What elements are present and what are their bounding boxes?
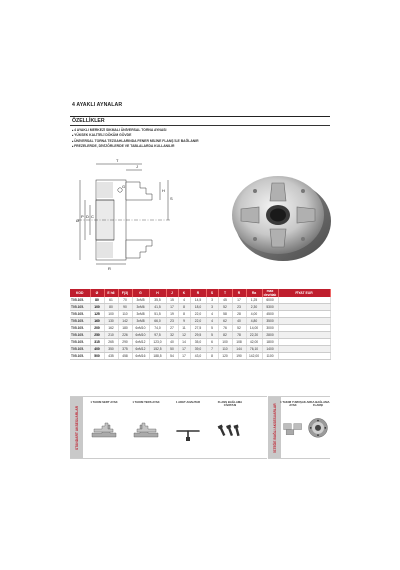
table-cell: 50 <box>166 346 178 353</box>
table-cell: 1100 <box>262 353 278 360</box>
table-cell: 41,5 <box>149 304 166 311</box>
accessory-back-flange <box>305 401 331 444</box>
table-cell: 43,0 <box>190 353 206 360</box>
table-cell: 22,0 <box>190 311 206 318</box>
table-header: E h6 <box>104 289 118 297</box>
table-row <box>70 346 330 353</box>
dim-label-diameter: Ø <box>76 218 80 223</box>
price-cell <box>278 339 330 346</box>
table-row <box>70 304 330 311</box>
table-row <box>70 353 330 360</box>
price-cell <box>278 304 330 311</box>
price-cell <box>278 325 330 332</box>
table-cell: 2800 <box>262 332 278 339</box>
table-cell: 52 <box>232 325 246 332</box>
table-header: K <box>178 289 190 297</box>
table-cell: 97,5 <box>149 332 166 339</box>
code-size-cell: 250 <box>90 332 104 339</box>
dim-label-t: T <box>116 158 119 163</box>
accessory-label: ARKA BAĞLAMA FLANŞI <box>306 400 330 408</box>
code-prefix-cell: T05.105. <box>70 339 90 346</box>
table-header: max dev/dak <box>263 289 277 297</box>
table-cell: 4 <box>206 311 218 318</box>
table-cell: 4 <box>206 318 218 325</box>
code-size-cell: 200 <box>90 325 104 332</box>
table-cell: 458 <box>118 353 132 360</box>
table-cell: 8 <box>206 353 218 360</box>
table-header: S <box>206 289 218 297</box>
table-header: G <box>132 289 149 297</box>
accessory-label: 1 ADET ANAHTAR <box>175 400 201 404</box>
table-cell: 4500 <box>262 311 278 318</box>
price-cell <box>278 346 330 353</box>
table-cell: 110 <box>218 346 232 353</box>
table-cell: 78 <box>232 332 246 339</box>
table-cell: 375 <box>118 346 132 353</box>
table-cell: 61 <box>104 297 118 304</box>
table-cell: 29,5 <box>190 332 206 339</box>
table-cell: 23 <box>232 304 246 311</box>
table-cell: 6xM12 <box>132 346 149 353</box>
accessory-hard-jaw <box>88 401 120 448</box>
back-flange-icon <box>306 415 330 439</box>
table-cell: 7 <box>206 346 218 353</box>
table-header-price: FİYAT EUR <box>278 289 330 297</box>
table-cell: 19 <box>166 311 178 318</box>
table-cell: 1,25 <box>246 297 262 304</box>
table-row <box>70 332 330 339</box>
table-cell: 1800 <box>262 339 278 346</box>
table-cell: 17 <box>232 297 246 304</box>
technical-drawing <box>70 152 182 272</box>
table-cell: 15 <box>166 297 178 304</box>
accessory-flange-bolts <box>214 401 246 448</box>
code-prefix-cell: T05.105. <box>70 346 90 353</box>
reverse-jaw-icon <box>132 415 160 443</box>
table-header-row <box>70 289 330 297</box>
table-cell: 4,00 <box>246 311 262 318</box>
table-header: R <box>190 289 206 297</box>
soft-jaw-icon <box>281 415 305 439</box>
table-cell: 290 <box>118 339 132 346</box>
table-header: KOD <box>70 289 90 297</box>
table-cell: 5300 <box>262 304 278 311</box>
standard-accessories-title: STANDART AKSESUARLAR <box>74 405 79 450</box>
code-prefix-cell: T05.105. <box>70 332 90 339</box>
table-cell: 123,0 <box>149 339 166 346</box>
table-cell: 17 <box>166 304 178 311</box>
table-cell: 9 <box>178 318 190 325</box>
dim-label-j: J <box>136 164 138 169</box>
code-size-cell: 315 <box>90 339 104 346</box>
code-size-cell: 160 <box>90 318 104 325</box>
accessory-label: 1 TAKIM YUMUŞAK AYAK <box>280 400 306 408</box>
code-size-cell: 80 <box>90 297 104 304</box>
table-cell: 3xM8 <box>132 318 149 325</box>
accessory-label: FLANŞ BAĞLAMA CIVATASI <box>217 400 243 408</box>
table-cell: 32 <box>166 332 178 339</box>
table-cell: 108 <box>232 339 246 346</box>
table-cell: 12 <box>178 332 190 339</box>
table-cell: 28 <box>232 311 246 318</box>
table-cell: 23 <box>166 318 178 325</box>
accessory-chuck-key <box>172 401 204 448</box>
table-cell: 3xM8 <box>132 311 149 318</box>
table-cell: 14,00 <box>246 325 262 332</box>
table-cell: 4,80 <box>246 318 262 325</box>
page-title: 4 AYAKLI AYNALAR <box>72 102 123 108</box>
standard-accessories <box>70 396 267 459</box>
table-cell: 5 <box>206 325 218 332</box>
table-cell: 110 <box>118 311 132 318</box>
features-list <box>72 128 199 149</box>
features-heading: ÖZELLİKLER <box>72 118 105 124</box>
dim-label-p: P <box>81 214 84 219</box>
table-cell: 76 <box>218 325 232 332</box>
table-cell: 144 <box>232 346 246 353</box>
table-cell: 142,00 <box>246 353 262 360</box>
chuck-photo <box>225 165 335 265</box>
optional-accessories-title: İSTEĞE BAĞLI AKSESUARLAR <box>272 402 277 453</box>
feature-item: ■ YÜKSEK KALİTELİ DÖKÜM GÖVDE <box>72 133 199 138</box>
code-size-cell: 125 <box>90 311 104 318</box>
table-cell: 3xM5 <box>132 297 149 304</box>
code-size-cell: 100 <box>90 304 104 311</box>
table-cell: 39,0 <box>190 346 206 353</box>
table-cell: 4 <box>178 297 190 304</box>
table-header: R <box>232 289 246 297</box>
table-cell: 82 <box>218 332 232 339</box>
table-header: T <box>218 289 232 297</box>
table-cell: 18,0 <box>190 304 206 311</box>
table-cell: 100 <box>104 311 118 318</box>
table-cell: 66,0 <box>149 318 166 325</box>
table-cell: 152,5 <box>149 346 166 353</box>
table-header: H <box>149 289 166 297</box>
code-prefix-cell: T05.105. <box>70 304 90 311</box>
table-row <box>70 318 330 325</box>
table-cell: 142 <box>118 318 132 325</box>
table-cell: 80 <box>104 304 118 311</box>
table-cell: 8 <box>178 304 190 311</box>
price-cell <box>278 353 330 360</box>
feature-item: ■ FREZELERDE, DİVİZÖRLERDE VE TABLALARDA KULLANILIR <box>72 144 199 149</box>
table-cell: 3 <box>206 297 218 304</box>
table-cell: 40 <box>166 339 178 346</box>
table-cell: 6xM10 <box>132 332 149 339</box>
table-row <box>70 339 330 346</box>
table-header: Ø <box>90 289 104 297</box>
table-cell: 70 <box>118 297 132 304</box>
table-cell: 3500 <box>262 318 278 325</box>
table-cell: 8 <box>178 311 190 318</box>
table-header: F(3) <box>118 289 132 297</box>
table-cell: 40 <box>232 318 246 325</box>
accessory-label: 1 TAKIM SERT AYAK <box>90 400 118 404</box>
table-cell: 1400 <box>262 346 278 353</box>
table-cell: 6xM16 <box>132 353 149 360</box>
table-cell: 6xM10 <box>132 325 149 332</box>
table-cell: 11 <box>178 325 190 332</box>
table-row <box>70 311 330 318</box>
table-cell: 90 <box>118 304 132 311</box>
dim-label-s: S <box>170 196 173 201</box>
table-cell: 27,5 <box>190 325 206 332</box>
table-cell: 45 <box>218 297 232 304</box>
table-cell: 3000 <box>262 325 278 332</box>
table-cell: 58 <box>218 311 232 318</box>
code-size-cell: 400 <box>90 346 104 353</box>
table-cell: 5 <box>206 332 218 339</box>
table-row <box>70 325 330 332</box>
table-cell: 17 <box>178 353 190 360</box>
title-rule <box>70 109 330 117</box>
accessory-label: 1 TAKIM TERS AYAK <box>132 400 160 404</box>
spec-table <box>70 289 331 360</box>
table-header: Ra <box>246 289 262 297</box>
table-cell: 190 <box>232 353 246 360</box>
table-cell: 3 <box>206 304 218 311</box>
table-cell: 51,5 <box>149 311 166 318</box>
table-cell: 22,20 <box>246 332 262 339</box>
table-cell: 6 <box>206 339 218 346</box>
table-cell: 120 <box>218 353 232 360</box>
table-cell: 62 <box>218 318 232 325</box>
feature-item: ■ ÜNİVERSAL TORNA TEZGAHLARINDA FENER MİLİNE FLANŞ İLE BAĞLANIR <box>72 139 199 144</box>
optional-accessories <box>268 396 330 459</box>
table-header: J <box>166 289 178 297</box>
table-cell: 350 <box>104 346 118 353</box>
table-cell: 54 <box>166 353 178 360</box>
dim-label-h: H <box>162 188 165 193</box>
table-cell: 42,00 <box>246 339 262 346</box>
table-cell: 27 <box>166 325 178 332</box>
table-cell: 188,5 <box>149 353 166 360</box>
accessory-soft-jaw <box>280 401 306 444</box>
table-cell: 265 <box>104 339 118 346</box>
table-cell: 226 <box>118 332 132 339</box>
chuck-key-icon <box>174 415 202 443</box>
table-cell: 435 <box>104 353 118 360</box>
code-prefix-cell: T05.105. <box>70 353 90 360</box>
code-prefix-cell: T05.105. <box>70 318 90 325</box>
code-prefix-cell: T05.105. <box>70 311 90 318</box>
flange-bolts-icon <box>216 415 244 443</box>
code-prefix-cell: T05.105. <box>70 325 90 332</box>
dim-label-r: R <box>108 266 111 271</box>
table-cell: 14,5 <box>190 297 206 304</box>
code-prefix-cell: T05.105. <box>70 297 90 304</box>
price-cell <box>278 311 330 318</box>
table-cell: 180 <box>118 325 132 332</box>
table-cell: 2,30 <box>246 304 262 311</box>
table-cell: 17 <box>178 346 190 353</box>
table-cell: 35,5 <box>149 297 166 304</box>
standard-accessories-band <box>70 397 83 458</box>
table-cell: 130 <box>104 318 118 325</box>
dim-label-d: D <box>86 214 89 219</box>
table-cell: 100 <box>218 339 232 346</box>
price-cell <box>278 318 330 325</box>
price-cell <box>278 332 330 339</box>
table-cell: 35,0 <box>190 339 206 346</box>
table-cell: 3xM6 <box>132 304 149 311</box>
table-cell: 210 <box>104 332 118 339</box>
table-cell: 14 <box>178 339 190 346</box>
table-cell: 162 <box>104 325 118 332</box>
table-cell: 74,0 <box>149 325 166 332</box>
dim-label-c: C <box>91 214 94 219</box>
dim-label-g: G <box>122 184 126 189</box>
feature-item: ■ 4 AYAKLI MERKEZİ SIKMALI ÜNİVERSAL TORNA AYNASI <box>72 128 199 133</box>
features-rule <box>70 125 330 126</box>
table-cell: 52 <box>218 304 232 311</box>
table-cell: 6xM12 <box>132 339 149 346</box>
table-cell: 6000 <box>262 297 278 304</box>
table-cell: 22,0 <box>190 318 206 325</box>
accessory-reverse-jaw <box>130 401 162 448</box>
table-cell: 76,10 <box>246 346 262 353</box>
code-size-cell: 500 <box>90 353 104 360</box>
hard-jaw-icon <box>90 415 118 443</box>
